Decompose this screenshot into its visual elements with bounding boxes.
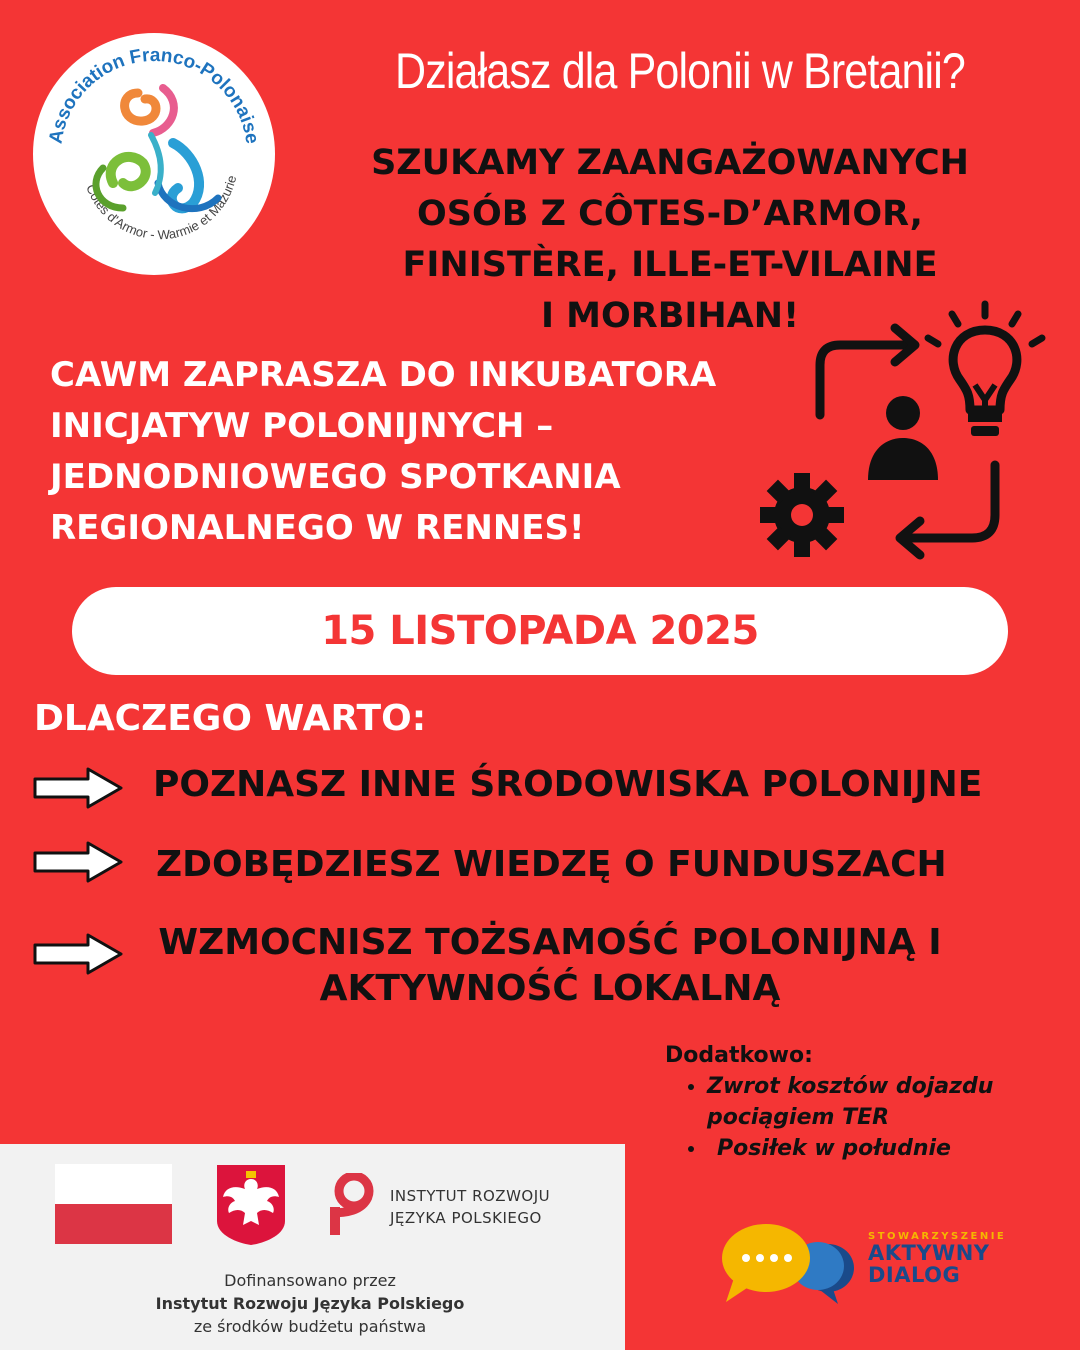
idea-cycle-icon: [760, 300, 1060, 570]
cofinanced-line: Dofinansowano przez: [224, 1271, 396, 1290]
institute-name: [390, 1185, 550, 1229]
cofinanced-line: ze środków budżetu państwa: [193, 1317, 427, 1336]
triskelion-icon: [33, 33, 275, 275]
institute-name-line: JĘZYKA POLSKIEGO: [390, 1209, 542, 1227]
seeking-line: SZUKAMY ZAANGAŻOWANYCH: [371, 143, 969, 183]
reason-line: AKTYWNOŚĆ LOKALNĄ: [319, 968, 781, 1009]
invite-line: JEDNODNIOWEGO SPOTKANIA: [50, 457, 621, 497]
arrow-right-icon: [33, 766, 125, 810]
why-heading: DLACZEGO WARTO:: [34, 698, 427, 739]
polish-eagle-emblem-icon: [215, 1163, 287, 1247]
date-banner: [72, 587, 1008, 675]
association-logo: [33, 33, 275, 275]
speech-bubbles-icon: [720, 1220, 860, 1312]
association-name: Association Franco-Polonaise: [45, 44, 263, 146]
list-item: • Posiłek w południe: [707, 1133, 1007, 1164]
reason-text: [150, 920, 950, 1012]
invite-line: CAWM ZAPRASZA DO INKUBATORA: [50, 355, 717, 395]
partner-name: [868, 1231, 1006, 1286]
cofinanced-institute: Instytut Rozwoju Języka Polskiego: [155, 1294, 465, 1313]
partner-name-line: DIALOG: [868, 1263, 961, 1287]
region-text: Côtes d'Armor - Warmie et Mazurie: [83, 173, 240, 243]
reason-line: WZMOCNISZ TOŻSAMOŚĆ POLONIJNĄ I: [158, 922, 942, 963]
institute-name-line: INSTYTUT ROZWOJU: [390, 1187, 551, 1205]
partner-name-line: AKTYWNY: [868, 1241, 990, 1265]
extra-benefits: [665, 1040, 1007, 1164]
extra-heading: Dodatkowo:: [665, 1043, 813, 1068]
seeking-line: I MORBIHAN!: [540, 296, 800, 336]
polish-flag-icon: [55, 1164, 172, 1244]
reason-text: POZNASZ INNE ŚRODOWISKA POLONIJNE: [153, 764, 983, 805]
invite-text: [50, 350, 780, 554]
invite-line: INICJATYW POLONIJNYCH –: [50, 406, 554, 446]
list-item: • Zwrot kosztów dojazdu pociągiem TER: [707, 1071, 1007, 1133]
arrow-right-icon: [33, 932, 125, 976]
event-date: 15 LISTOPADA 2025: [321, 608, 759, 654]
arrow-right-icon: [33, 840, 125, 884]
cofinanced-note: [90, 1269, 530, 1338]
reason-text: ZDOBĘDZIESZ WIEDZĘ O FUNDUSZACH: [156, 844, 947, 885]
institute-logo-icon: [326, 1173, 378, 1237]
headline: Działasz dla Polonii w Bretanii?: [395, 43, 965, 99]
partner-name-small: STOWARZYSZENIE: [868, 1231, 1007, 1242]
invite-line: REGIONALNEGO W RENNES!: [50, 508, 585, 548]
seeking-line: FINISTÈRE, ILLE-ET-VILAINE: [402, 245, 938, 285]
seeking-line: OSÓB Z CÔTES-D’ARMOR,: [417, 194, 923, 234]
